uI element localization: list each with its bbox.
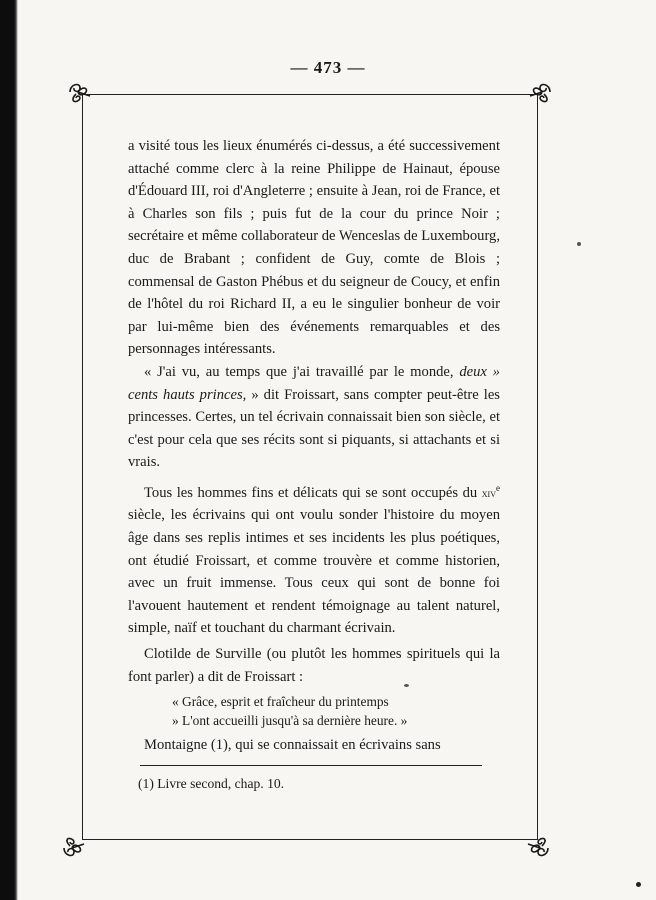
page-edge-shadow (0, 0, 18, 900)
footnote-divider (140, 765, 482, 766)
italic-quote: deux » cents hauts princes, (128, 363, 500, 403)
verse-quote (172, 692, 500, 730)
paper-speck (577, 242, 581, 246)
body-text (128, 135, 500, 757)
verse-line: » L'ont accueilli jusqu'à sa dernière heure. » (172, 713, 408, 729)
verse-line: « Grâce, esprit et fraîcheur du printemps (172, 694, 389, 710)
century-superscript: e (496, 482, 500, 493)
paragraph-text: « J'ai vu, au temps que j'ai travaillé par le monde, (144, 363, 454, 380)
paragraph: a visité tous les lieux énumérés ci-dessus, a été successivement attaché comme clerc à la reine Philippe de Hainaut, épouse d'Édouard III, roi d'Angleterre ; ensuite à Jean, roi de France, et à Charles son fils ; puis fut de la cour du prince Noir ; secrétaire et même collaborateur de Wenceslas de Luxembourg, duc de Brabant ; confident de Guy, comte de Blois ; commensal de Gaston Phébus et du seigneur de Coucy, et enfin de l'hôtel du roi Richard II, a eu le singulier bonheur de voir par lui-même bien des événements remarquables et des personnages intéressants. (128, 138, 500, 358)
paragraph: Montaigne (1), qui se connaissait en écrivains sans (144, 737, 441, 754)
paper-speck (636, 882, 641, 887)
page-number: — 473 — (290, 58, 366, 77)
paragraph-text: » dit Froissart, sans compter peut-être les princesses. Certes, un tel écrivain connaissait bien son siècle, et c'est pour cela que ses récits sont si piquants, si attachants et si vrais. (128, 386, 500, 471)
paragraph-text: siècle, les écrivains qui ont voulu sonder l'histoire du moyen âge dans ses replis intimes et ses incidents les plus poétiques, ont étudié Froissart, et comme trouvère et comme historien, avec un fruit immense. Tous ceux qui sont de bonne foi l'avouent hautement et rendent témoignage au talent naturel, simple, naïf et touchant du charmant écrivain. (128, 507, 500, 637)
paragraph (128, 477, 500, 640)
century-numeral: xiv (481, 485, 496, 500)
footnote: (1) Livre second, chap. 10. (138, 776, 285, 791)
corner-ornament-icon (526, 834, 554, 862)
paragraph (128, 361, 500, 474)
paper-speck (404, 684, 409, 687)
corner-ornament-icon (64, 78, 92, 106)
corner-ornament-icon (528, 78, 556, 106)
corner-ornament-icon (58, 834, 86, 862)
paragraph-text: Tous les hommes fins et délicats qui se sont occupés du (144, 484, 478, 501)
paragraph: Clotilde de Surville (ou plutôt les hommes spirituels qui la font parler) a dit de Froissart : (128, 645, 500, 685)
